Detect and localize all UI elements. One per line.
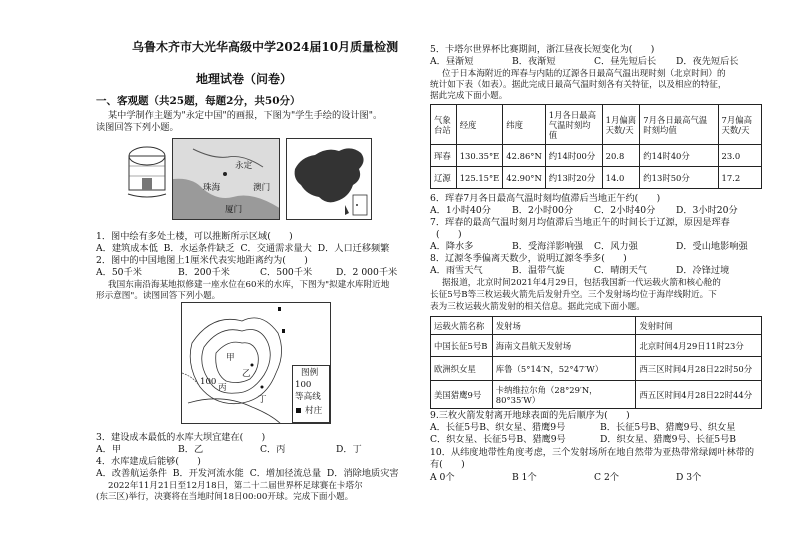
table-cell: 美国猎鹰9号 bbox=[431, 381, 493, 409]
table-cell: 17.2 bbox=[718, 167, 762, 189]
intro-text: 某中学制作主题为"永定中国"的画报，下图为"学生手绘的设计图"。 bbox=[108, 110, 383, 121]
table-cell: 西三区时间4月28日22时50分 bbox=[636, 357, 762, 381]
option-b[interactable]: B．水运条件缺乏 bbox=[163, 243, 235, 254]
option-a[interactable]: A．1小时40分 bbox=[430, 205, 491, 216]
map-label: 厦门 bbox=[225, 205, 243, 215]
option-c[interactable]: C．晴朗天气 bbox=[594, 265, 647, 276]
table-cell: 42.90°N bbox=[503, 167, 546, 189]
option-a[interactable]: A．昼渐短 bbox=[430, 56, 474, 67]
table-header-cell: 发射场 bbox=[492, 317, 636, 335]
exam-subtitle: 地理试卷（问卷） bbox=[196, 72, 293, 86]
question-2-stem: 2．图中的中国地图上1厘米代表实地距离约为( ) bbox=[96, 255, 308, 266]
option-d[interactable]: D 3个 bbox=[676, 472, 702, 483]
legend-village: 村庄 bbox=[305, 406, 323, 416]
temperature-table bbox=[430, 104, 762, 189]
option-c[interactable]: C．织女星、长征5号B、猎鹰9号 bbox=[430, 434, 566, 445]
china-map bbox=[286, 138, 372, 220]
option-d[interactable]: D．丁 bbox=[336, 444, 362, 455]
section-heading: 一、客观题（共25题，每题2分，共50分） bbox=[96, 95, 301, 107]
option-b[interactable]: B．长征5号B、猎鹰9号、织女星 bbox=[600, 422, 736, 433]
question-8-stem: 8．辽源冬季偏离天数少，说明辽源冬季多( ) bbox=[430, 253, 627, 264]
intro-text: 据报道，北京时间2021年4月29日，包括我国新一代运载火箭和核心舱的 bbox=[442, 278, 721, 288]
tulou-drawing bbox=[126, 134, 168, 202]
contour-map bbox=[181, 302, 331, 424]
table-cell: 42.86°N bbox=[503, 145, 546, 167]
map-label: 永定 bbox=[235, 161, 253, 171]
option-c[interactable]: C．交通需求量大 bbox=[240, 243, 312, 254]
table-cell: 约13时50分 bbox=[640, 167, 718, 189]
question-10-stem: 10．从纬度地带性角度考虑，三个发射场所在地自然带为亚热带常绿阔叶林带的 bbox=[430, 447, 755, 458]
point-label: 甲 bbox=[226, 353, 235, 363]
table-header-cell: 发射时间 bbox=[636, 317, 762, 335]
map-label: 澳门 bbox=[253, 183, 271, 193]
intro-text: 据此完成下面小题。 bbox=[430, 91, 508, 101]
option-a[interactable]: A．建筑成本低 bbox=[96, 243, 158, 254]
table-cell: 卡纳维拉尔角（28°29′N，80°35′W） bbox=[492, 381, 636, 409]
option-b[interactable]: B．夜渐短 bbox=[512, 56, 556, 67]
option-a[interactable]: A．改善航运条件 bbox=[96, 468, 167, 479]
china-map-drawing bbox=[287, 139, 372, 220]
table-cell: 中国长征5号B bbox=[431, 335, 493, 357]
question-4-stem: 4．水库建成后能够( ) bbox=[96, 456, 201, 467]
table-header-row bbox=[431, 105, 762, 145]
table-row bbox=[431, 335, 762, 357]
option-c[interactable]: C．丙 bbox=[260, 444, 286, 455]
table-cell: 130.35°E bbox=[456, 145, 503, 167]
table-row bbox=[431, 145, 762, 167]
question-5-stem: 5．卡塔尔世界杯比赛期间，浙江昼夜长短变化为( ) bbox=[430, 44, 655, 55]
option-a[interactable]: A．雨雪天气 bbox=[430, 265, 483, 276]
option-c[interactable]: C．500千米 bbox=[260, 267, 313, 278]
table-cell: 珲春 bbox=[431, 145, 457, 167]
option-b[interactable]: B．乙 bbox=[178, 444, 204, 455]
question-3-stem: 3．建设成本最低的水库大坝宜建在( ) bbox=[96, 432, 266, 443]
table-cell: 23.0 bbox=[718, 145, 762, 167]
table-row bbox=[431, 381, 762, 409]
option-b[interactable]: B．200千米 bbox=[178, 267, 230, 278]
option-d[interactable]: D．3小时20分 bbox=[676, 205, 738, 216]
intro-text: 2022年11月21日至12月18日，第二十二届世界杯足球赛在卡塔尔 bbox=[108, 481, 363, 491]
map-label: 珠海 bbox=[203, 183, 221, 193]
intro-text: 位于日本海附近的珲春与内陆的辽源各日最高气温出现时刻（北京时间）的 bbox=[442, 69, 726, 79]
intro-text: 形示意图"。读图回答下列小题。 bbox=[96, 291, 221, 301]
intro-text: 表为三枚运载火箭发射的相关信息。据此完成下面小题。 bbox=[430, 302, 645, 312]
table-cell: 20.8 bbox=[602, 145, 640, 167]
option-d[interactable]: D．夜先短后长 bbox=[676, 56, 739, 67]
option-c[interactable]: C．2小时40分 bbox=[594, 205, 656, 216]
table-cell: 北京时间4月29日11时23分 bbox=[636, 335, 762, 357]
option-b[interactable]: B．温带气旋 bbox=[512, 265, 565, 276]
question-7-stem: 7．珲春的最高气温时刻月均值滞后当地正午的时间长于辽源，原因是珲春 bbox=[430, 217, 730, 228]
option-a[interactable]: A．甲 bbox=[96, 444, 122, 455]
option-b[interactable]: B．开发河流水能 bbox=[172, 468, 244, 479]
intro-text: 长征5号B等三枚运载火箭先后发射升空。三个发射场均位于海岸线附近。下 bbox=[430, 290, 717, 300]
option-d[interactable]: D．人口迁移频繁 bbox=[317, 243, 390, 254]
question-7-stem-cont: ( ) bbox=[436, 229, 462, 240]
village-icon bbox=[296, 408, 301, 413]
intro-text: (东三区)举行，决赛将在当地时间18日00:00开球。完成下面小题。 bbox=[96, 492, 354, 502]
option-c[interactable]: C．增加径流总量 bbox=[249, 468, 322, 479]
table-cell: 海南文昌航天发射场 bbox=[492, 335, 636, 357]
question-1-stem: 1．图中绘有多处土楼，可以推断所示区域( ) bbox=[96, 231, 293, 242]
table-header-cell: 气象台站 bbox=[431, 105, 457, 145]
table-row bbox=[431, 167, 762, 189]
table-cell: 约13时20分 bbox=[545, 167, 602, 189]
question-4-options bbox=[96, 468, 399, 479]
table-cell: 辽源 bbox=[431, 167, 457, 189]
option-a[interactable]: A．长征5号B、织女星、猎鹰9号 bbox=[430, 422, 566, 433]
table-cell: 125.15°E bbox=[456, 167, 503, 189]
table-header-cell: 纬度 bbox=[503, 105, 546, 145]
table-cell: 库鲁（5°14′N，52°47′W） bbox=[492, 357, 636, 381]
option-b[interactable]: B．受海洋影响强 bbox=[512, 241, 584, 252]
contour-value: 100 bbox=[200, 377, 217, 387]
option-c[interactable]: C 2个 bbox=[594, 472, 619, 483]
option-c[interactable]: C．昼先短后长 bbox=[594, 56, 657, 67]
option-d[interactable]: D．织女星、猎鹰9号、长征5号B bbox=[600, 434, 737, 445]
tulou-sketch bbox=[126, 134, 168, 202]
question-6-stem: 6．珲春7月各日最高气温时刻均值滞后当地正午约( ) bbox=[430, 193, 661, 204]
question-1-options bbox=[96, 243, 389, 254]
launch-table bbox=[430, 316, 762, 409]
table-header-cell: 7月各日最高气温时刻均值 bbox=[640, 105, 718, 145]
table-header-cell: 1月各日最高气温时刻均值 bbox=[545, 105, 602, 145]
intro-text: 统计如下表（如表）。据此完成日最高气温时刻各有关特征，以及相应的特征， bbox=[430, 80, 727, 90]
option-a[interactable]: A．50千米 bbox=[96, 267, 142, 278]
regional-map bbox=[172, 138, 280, 220]
option-d[interactable]: D．2 000千米 bbox=[336, 267, 398, 278]
option-b[interactable]: B 1个 bbox=[512, 472, 537, 483]
table-cell: 约14时40分 bbox=[640, 145, 718, 167]
map-legend bbox=[292, 365, 330, 423]
table-header-row bbox=[431, 317, 762, 335]
table-cell: 欧洲织女星 bbox=[431, 357, 493, 381]
option-a[interactable]: A 0个 bbox=[430, 472, 455, 483]
point-label: 丁 bbox=[258, 395, 267, 405]
legend-title: 图例 bbox=[301, 368, 319, 378]
point-label: 丙 bbox=[218, 383, 227, 393]
option-d[interactable]: D．冷锋过境 bbox=[676, 265, 730, 276]
table-row bbox=[431, 357, 762, 381]
table-header-cell: 运载火箭名称 bbox=[431, 317, 493, 335]
table-header-cell: 1月偏离天数/天 bbox=[602, 105, 640, 145]
question-9-stem: 9.三枚火箭发射离开地球表面的先后顺序为( ) bbox=[430, 410, 630, 421]
table-cell: 14.0 bbox=[602, 167, 640, 189]
legend-contour-sample: 100 bbox=[295, 380, 312, 390]
point-label: 乙 bbox=[242, 369, 251, 379]
table-cell: 约14时00分 bbox=[545, 145, 602, 167]
question-10-stem-cont: 有( ) bbox=[430, 459, 465, 470]
option-d[interactable]: D．消除地质灾害 bbox=[326, 468, 399, 479]
option-c[interactable]: C．风力强 bbox=[594, 241, 638, 252]
intro-text: 读图回答下列小题。 bbox=[96, 122, 179, 133]
intro-text: 我国东南沿海某地拟修建一座水位在60米的水库，下图为"拟建水库附近地 bbox=[108, 280, 390, 290]
option-d[interactable]: D．受山地影响强 bbox=[676, 241, 748, 252]
exam-title: 乌鲁木齐市大光华高级中学2024届10月质量检测 bbox=[132, 40, 399, 54]
table-header-cell: 经度 bbox=[456, 105, 503, 145]
table-cell: 西五区时间4月28日22时44分 bbox=[636, 381, 762, 409]
option-a[interactable]: A．降水多 bbox=[430, 241, 474, 252]
option-b[interactable]: B．2小时00分 bbox=[512, 205, 574, 216]
table-header-cell: 7月偏高天数/天 bbox=[718, 105, 762, 145]
legend-contour: 等高线 bbox=[295, 392, 321, 402]
